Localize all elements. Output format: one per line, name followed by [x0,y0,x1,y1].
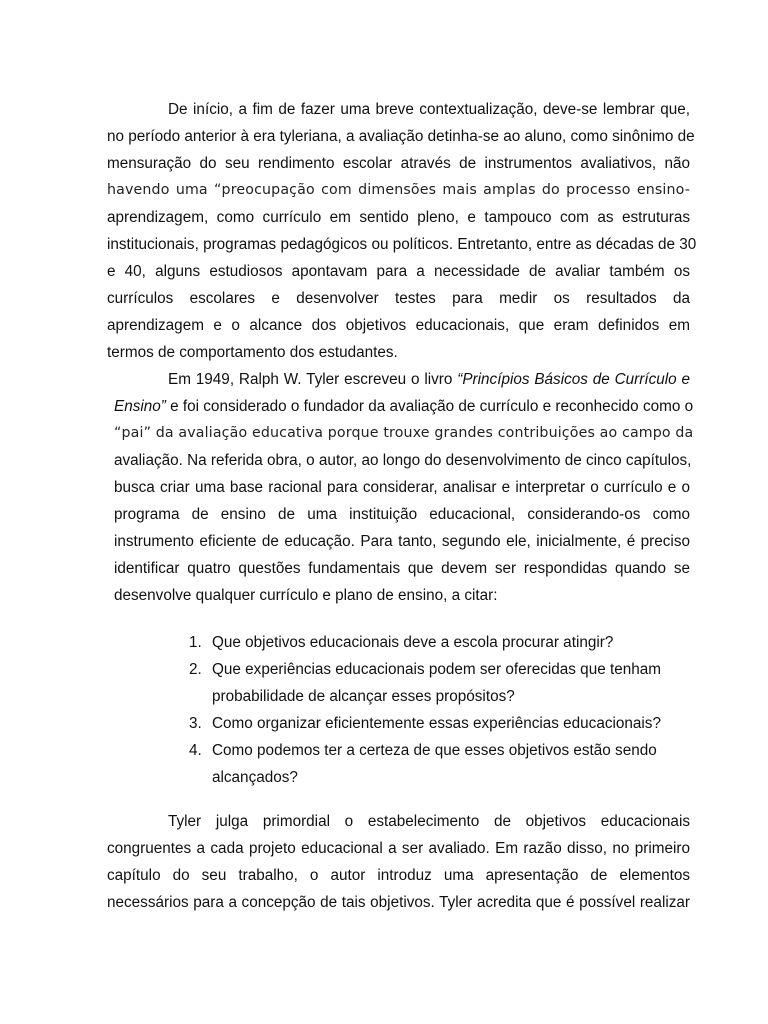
list-number: 2. [189,661,202,678]
list-item-text: Que experiências educacionais podem ser oferecidas que tenham [212,661,661,678]
text-line: termos de comportamento dos estudantes. [107,344,398,361]
text-line: e 40, alguns estudiosos apontavam para a necessidade de avaliar também os [107,263,690,280]
text-line: havendo uma “preocupação com dimensões mais amplas do processo ensino- [107,182,690,198]
text-line: Tyler julga primordial o estabelecimento de objetivos educacionais [168,813,690,830]
list-item-text: Que objetivos educacionais deve a escola procurar atingir? [212,634,614,651]
list-number: 1. [189,634,202,651]
text-line: mensuração do seu rendimento escolar através de instrumentos avaliativos, não [107,155,690,172]
text-line: aprendizagem e o alcance dos objetivos educacionais, que eram definidos em [107,317,690,334]
text-line: no período anterior à era tyleriana, a avaliação detinha-se ao aluno, como sinônimo de [107,128,695,145]
list-item [107,710,690,737]
text-line [114,393,694,420]
book-title-fragment: Ensino” [114,398,166,415]
text-line: capítulo do seu trabalho, o autor introduz uma apresentação de elementos [107,867,690,884]
list-item [107,629,690,656]
text-line: desenvolve qualquer currículo e plano de ensino, a citar: [114,587,498,604]
book-title-fragment: “Princípios Básicos de Currículo e [457,371,690,388]
list-item [107,656,690,710]
list-item-text: Como podemos ter a certeza de que esses objetivos estão sendo [212,742,657,759]
text-line: congruentes a cada projeto educacional a ser avaliado. Em razão disso, no primeiro [107,840,690,857]
questions-list [107,629,690,791]
text-line: institucionais, programas pedagógicos ou políticos. Entretanto, entre as décadas de 30 [107,236,697,253]
text-line: busca criar uma base racional para considerar, analisar e interpretar o currículo e o [114,479,690,496]
list-item-text: probabilidade de alcançar esses propósitos? [212,688,515,705]
text-line: identificar quatro questões fundamentais que devem ser respondidas quando se [114,560,690,577]
list-item [107,737,690,791]
text-fragment: Em 1949, Ralph W. Tyler escreveu o livro [168,371,458,388]
text-line: currículos escolares e desenvolver testes para medir os resultados da [107,290,690,307]
text-line: De início, a fim de fazer uma breve contextualização, deve-se lembrar que, [168,101,690,118]
list-item-text: Como organizar eficientemente essas experiências educacionais? [212,715,661,732]
paragraph-1 [107,96,697,366]
text-fragment: e foi considerado o fundador da avaliação de currículo e reconhecido como o [165,398,694,415]
spacer [107,791,690,808]
paragraph-2 [114,366,694,609]
list-number: 4. [189,742,202,759]
list-number: 3. [189,715,202,732]
text-line: necessários para a concepção de tais objetivos. Tyler acredita que é possível realizar [107,894,690,911]
text-line: avaliação. Na referida obra, o autor, ao longo do desenvolvimento de cinco capítulos, [114,452,692,469]
text-line: aprendizagem, como currículo em sentido pleno, e tampouco com as estruturas [107,209,690,226]
text-line [107,366,690,393]
text-line: instrumento eficiente de educação. Para tanto, segundo ele, inicialmente, é preciso [114,533,690,550]
document-page [107,96,697,916]
text-line: “pai” da avaliação educativa porque trouxe grandes contribuições ao campo da [114,425,694,441]
paragraph-3 [107,808,690,916]
text-line: programa de ensino de uma instituição educacional, considerando-os como [114,506,690,523]
list-item-text: alcançados? [212,769,298,786]
